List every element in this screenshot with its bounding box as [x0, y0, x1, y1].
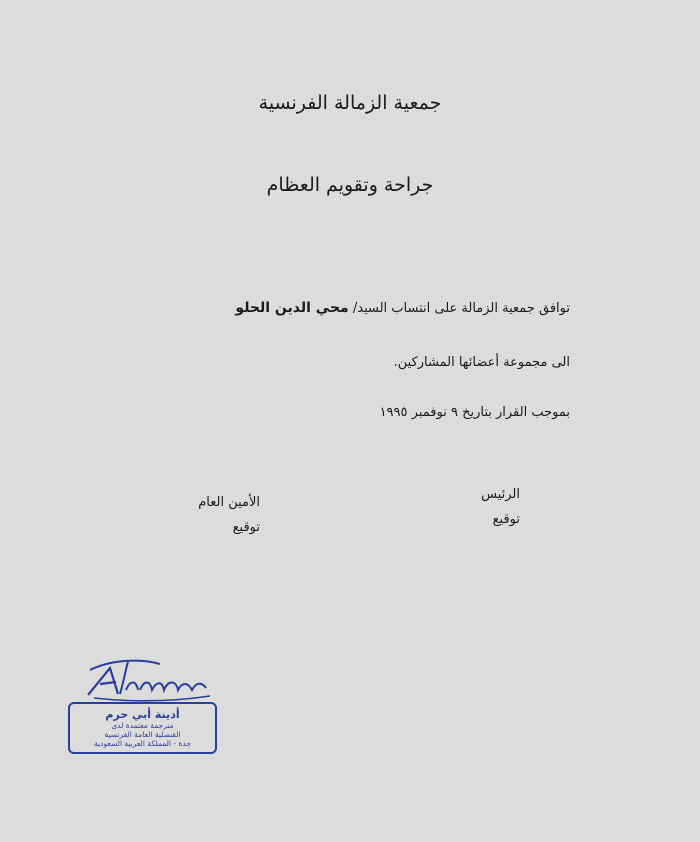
organization-subtitle: جراحة وتقويم العظام — [266, 174, 434, 196]
president-block — [481, 487, 520, 537]
approval-line — [235, 300, 570, 316]
secretary-label: الأمين العام — [198, 495, 260, 510]
handwritten-signature — [60, 650, 230, 705]
membership-line: الى مجموعة أعضائها المشاركين. — [393, 355, 570, 370]
secretary-signature-label: توقيع — [232, 520, 260, 535]
translator-stamp — [60, 650, 235, 760]
decision-date-line: بموجب القرار بتاريخ ٩ نوفمبر ١٩٩٥ — [379, 405, 570, 420]
member-name: محي الدين الحلو — [235, 300, 349, 316]
stamp-line-2: القنصلية العامة الفرنسية — [104, 730, 181, 739]
stamp-box — [68, 702, 217, 754]
stamp-name: أدينة أبي حرم — [105, 708, 180, 721]
secretary-block — [198, 495, 260, 545]
organization-title: جمعية الزمالة الفرنسية — [258, 92, 442, 114]
president-signature-label: توقيع — [492, 512, 520, 527]
stamp-line-1: مترجمة معتمدة لدى — [111, 721, 174, 730]
president-label: الرئيس — [481, 487, 520, 502]
stamp-line-3: جدة - المملكة العربية السعودية — [94, 739, 191, 748]
approval-text: توافق جمعية الزمالة على انتساب السيد/ — [348, 301, 570, 316]
